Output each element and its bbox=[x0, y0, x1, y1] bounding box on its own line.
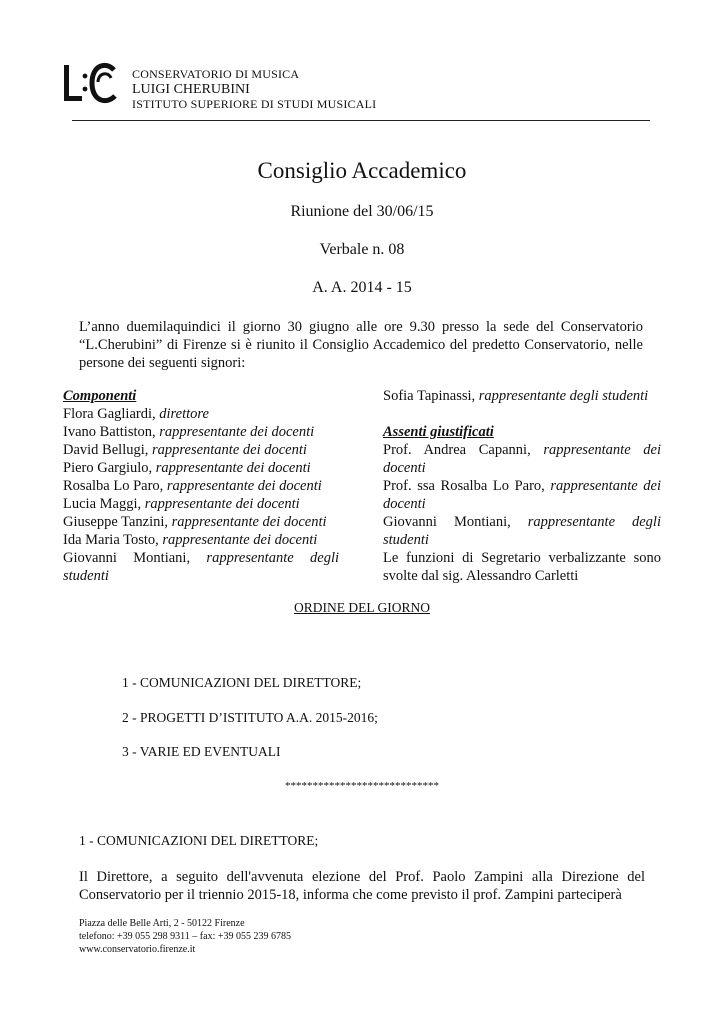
institution-line-3: ISTITUTO SUPERIORE DI STUDI MUSICALI bbox=[132, 97, 377, 111]
member-name: David Bellugi, bbox=[63, 442, 153, 458]
intro-paragraph: L’anno duemilaquindici il giorno 30 giugno alle ore 9.30 presso la sede del Conservatorio “L.Cherubini” di Firenze si è riunito il Consiglio Accademico del predetto Conservatorio, nelle persone dei seguenti signori: bbox=[79, 319, 643, 371]
member-row bbox=[63, 513, 339, 531]
members-list bbox=[63, 405, 339, 549]
absent-capanni-line2 bbox=[383, 459, 661, 477]
member-name: Rosalba Lo Paro, bbox=[63, 478, 167, 494]
absent-role: rappresentante degli bbox=[527, 514, 661, 530]
member-row bbox=[63, 441, 339, 459]
member-name: Flora Gagliardi, bbox=[63, 406, 160, 422]
header-divider bbox=[72, 120, 650, 121]
absent-role: studenti bbox=[383, 532, 429, 548]
absent-capanni-line1 bbox=[383, 441, 661, 459]
right-column bbox=[383, 387, 661, 585]
member-name: Ida Maria Tosto, bbox=[63, 532, 163, 548]
absent-role: docenti bbox=[383, 496, 426, 512]
absent-role: docenti bbox=[383, 460, 426, 476]
verbale-number: Verbale n. 08 bbox=[319, 241, 405, 258]
member-role: rappresentante dei docenti bbox=[162, 532, 318, 548]
componenti-column bbox=[63, 387, 339, 585]
absent-loparo-line2 bbox=[383, 495, 661, 513]
member-role: rappresentante dei docenti bbox=[171, 514, 327, 530]
member-montiani-line2 bbox=[63, 567, 339, 585]
member-role: direttore bbox=[159, 406, 209, 422]
member-name: Giovanni Montiani, bbox=[63, 550, 207, 566]
member-role: rappresentante degli bbox=[206, 550, 339, 566]
member-tapinassi bbox=[383, 387, 661, 405]
agenda-item-3: 3 - VARIE ED EVENTUALI bbox=[122, 744, 281, 759]
absent-name: Giovanni Montiani, bbox=[383, 514, 528, 530]
member-row bbox=[63, 531, 339, 549]
member-role: rappresentante dei docenti bbox=[155, 460, 311, 476]
footer bbox=[79, 917, 291, 956]
institution-line-2: LUIGI CHERUBINI bbox=[132, 82, 250, 97]
section-1-heading: 1 - COMUNICAZIONI DEL DIRETTORE; bbox=[79, 833, 319, 848]
member-role: rappresentante dei docenti bbox=[144, 496, 300, 512]
document-title: Consiglio Accademico bbox=[257, 158, 467, 183]
section-1-body: Il Direttore, a seguito dell'avvenuta elezione del Prof. Paolo Zampini alla Direzione del Conservatorio per il triennio 2015-18, informa che come previsto il prof. Zampini parteciperà bbox=[79, 869, 645, 903]
footer-website: www.conservatorio.firenze.it bbox=[79, 944, 196, 955]
separator-stars: **************************** bbox=[285, 780, 439, 792]
componenti-heading: Componenti bbox=[63, 388, 137, 404]
absent-montiani-line1 bbox=[383, 513, 661, 531]
member-role: rappresentante dei docenti bbox=[159, 424, 315, 440]
letterhead bbox=[62, 62, 652, 122]
member-name: Piero Gargiulo, bbox=[63, 460, 156, 476]
member-role: rappresentante degli studenti bbox=[478, 388, 649, 404]
assenti-heading: Assenti giustificati bbox=[383, 424, 494, 440]
absent-role: rappresentante dei bbox=[543, 442, 661, 458]
member-montiani-line1 bbox=[63, 549, 339, 567]
member-name: Lucia Maggi, bbox=[63, 496, 145, 512]
absent-name: Prof. ssa Rosalba Lo Paro, bbox=[383, 478, 551, 494]
member-name: Sofia Tapinassi, bbox=[383, 388, 479, 404]
member-name: Giuseppe Tanzini, bbox=[63, 514, 172, 530]
footer-address: Piazza delle Belle Arti, 2 - 50122 Firenze bbox=[79, 918, 245, 929]
member-row bbox=[63, 495, 339, 513]
institution-name bbox=[132, 67, 376, 112]
member-name: Ivano Battiston, bbox=[63, 424, 160, 440]
absent-montiani-line2 bbox=[383, 531, 661, 549]
institution-line-1: CONSERVATORIO DI MUSICA bbox=[132, 67, 300, 81]
member-role: studenti bbox=[63, 568, 109, 584]
member-row bbox=[63, 405, 339, 423]
member-row bbox=[63, 477, 339, 495]
member-role: rappresentante dei docenti bbox=[166, 478, 322, 494]
segretario-line2: svolte dal sig. Alessandro Carletti bbox=[383, 568, 579, 584]
footer-phone: telefono: +39 055 298 9311 – fax: +39 055 239 6785 bbox=[79, 931, 291, 942]
member-role: rappresentante dei docenti bbox=[152, 442, 307, 458]
agenda-item-1: 1 - COMUNICAZIONI DEL DIRETTORE; bbox=[122, 675, 362, 690]
agenda-item-2: 2 - PROGETTI D’ISTITUTO A.A. 2015-2016; bbox=[122, 710, 378, 725]
ordine-del-giorno-heading: ORDINE DEL GIORNO bbox=[294, 600, 430, 615]
absent-role: rappresentante dei bbox=[550, 478, 661, 494]
member-row bbox=[63, 459, 339, 477]
segretario-line1: Le funzioni di Segretario verbalizzante sono bbox=[383, 550, 661, 566]
conservatorio-logo-icon bbox=[62, 62, 122, 106]
academic-year: A. A. 2014 - 15 bbox=[312, 279, 412, 296]
absent-name: Prof. Andrea Capanni, bbox=[383, 442, 544, 458]
absent-loparo-line1 bbox=[383, 477, 661, 495]
meeting-date: Riunione del 30/06/15 bbox=[290, 203, 434, 220]
member-row bbox=[63, 423, 339, 441]
